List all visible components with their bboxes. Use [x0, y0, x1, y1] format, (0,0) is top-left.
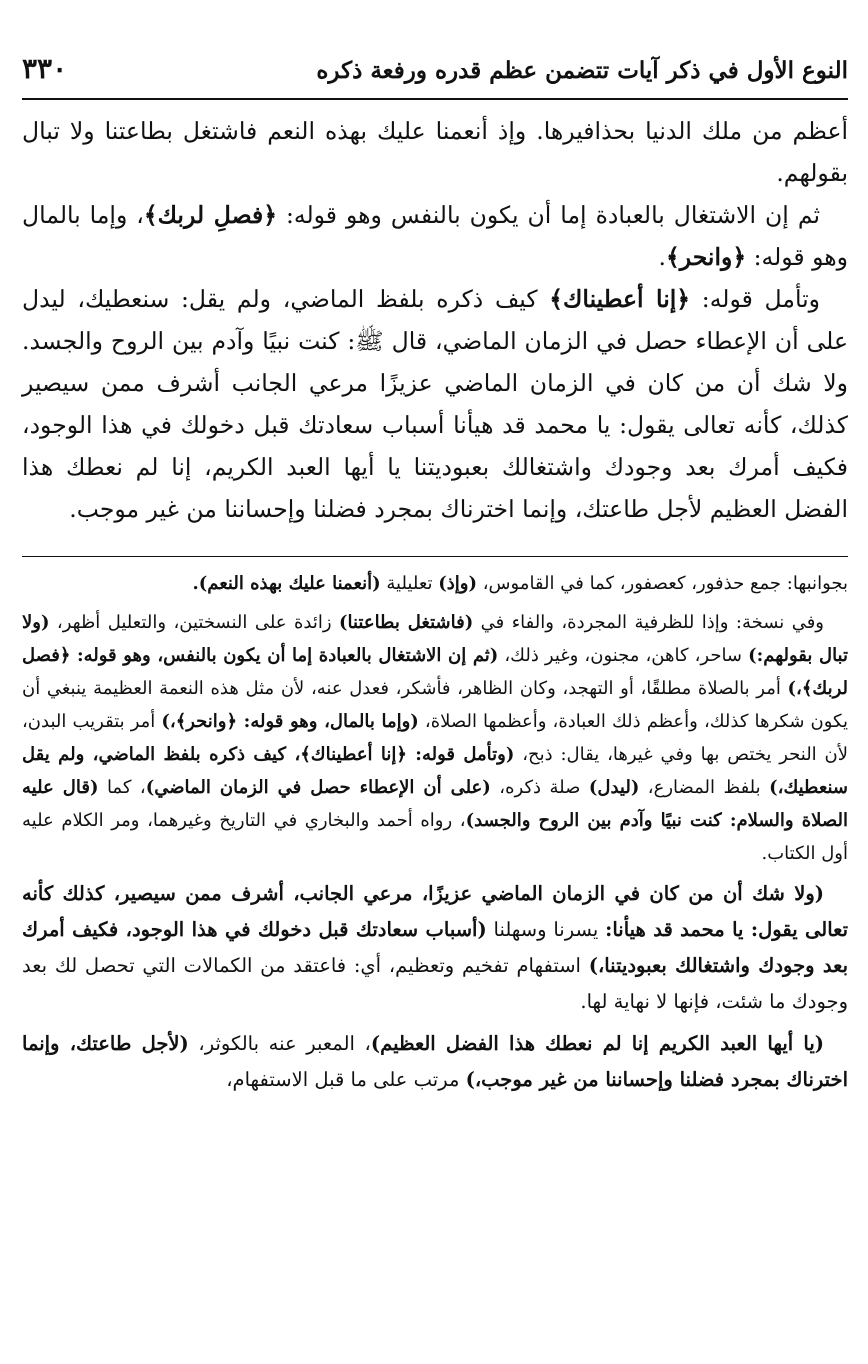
main-text: [22, 110, 848, 530]
text-run: أمر بالصلاة مطلقًا، أو التهجد، وكان الظاهر، فأشكر، فعدل عنه، لأن مثل هذه النعمة العظيمة ينبغي أن يكون شكرها كذلك، وأعظم ذلك العبادة، وأعظمها الصلاة،: [22, 678, 848, 732]
main-paragraph-1-text: أعظم من ملك الدنيا بحذافيرها. وإذ أنعمنا عليك بهذه النعم فاشتغل بطاعتنا ولا تبال بقولهم.: [22, 117, 848, 187]
matn-quote: (ولا تبال بقولهم:): [22, 612, 848, 666]
text-run: ، المعبر عنه بالكوثر،: [188, 1032, 371, 1055]
text-run: كيف ذكره بلفظ الماضي، ولم يقل: سنعطيك، ليدل على أن الإعطاء حصل في الزمان الماضي، قال ﷺ: كنت نبيًا وآدم بين الروح والجسد. ولا شك أن من كان في الزمان الماضي عزيزًا مرعي الجانب أشرف ممن سيصير كذلك، كأنه تعالى يقول: يا محمد قد هيأنا أسباب سعادتك قبل دخولك في هذا الوجود، فكيف أمرك بعد وجودك واشتغالك بعبوديتنا يا أيها العبد الكريم، إنا لم نعطك هذا الفضل العظيم لأجل طاعتك، وإنما اخترناك بمجرد فضلنا وإحساننا من غير موجب.: [22, 285, 848, 523]
matn-quote: (أنعمنا عليك بهذه النعم).: [192, 573, 381, 594]
matn-quote: (قال عليه الصلاة والسلام: كنت نبيًا وآدم بين الروح والجسد): [22, 777, 848, 831]
text-run: ، وإما بالمال وهو قوله:: [22, 201, 848, 271]
commentary: [22, 567, 848, 1098]
text-run: بلفظ المضارع،: [639, 777, 770, 798]
running-title: النوع الأول في ذكر آيات تتضمن عظم قدره ورفعة ذكره: [316, 57, 848, 84]
text-run: ، كما: [98, 777, 146, 798]
text-run: زائدة على النسختين، والتعليل أظهر،: [49, 612, 339, 633]
commentary-paragraph-3: [22, 876, 848, 1020]
footnote-divider: [22, 556, 848, 557]
text-run: أمر بتقريب البدن، لأن النحر يختص بها وفي غيرها، يقال: ذبح،: [22, 711, 849, 765]
main-paragraph-2: [22, 194, 848, 278]
main-paragraph-1: [22, 110, 848, 194]
matn-quote: (ولا شك أن من كان في الزمان الماضي عزيزًا، مرعي الجانب، أشرف ممن سيصير، كذلك كأنه تعالى يقول: يا محمد قد هيأنا:: [22, 882, 848, 941]
matn-quote: (فاشتغل بطاعتنا): [338, 612, 474, 633]
matn-quote: (يا أيها العبد الكريم إنا لم نعطك هذا الفضل العظيم): [370, 1032, 824, 1055]
commentary-paragraph-1: [22, 567, 848, 600]
matn-quote: (ثم إن الاشتغال بالعبادة إما أن يكون بالنفس، وهو قوله: ﴿فصل لربك﴾،): [22, 645, 848, 699]
text-run: وفي نسخة: وإذا للظرفية المجردة، والفاء في: [473, 612, 824, 633]
book-page: [22, 52, 848, 1098]
text-run: استفهام تفخيم وتعظيم، أي: فاعتقد من الكمالات التي تحصل لك بعد وجودك ما شئت، فإنها لا نهاية لها.: [22, 954, 848, 1013]
matn-quote: (ليدل): [588, 777, 640, 798]
text-run: ، رواه أحمد والبخاري في التاريخ وغيرهما، ومر الكلام عليه أول الكتاب.: [22, 810, 848, 864]
text-run: بجوانبها: جمع حذفور، كعصفور، كما في القاموس،: [477, 573, 848, 594]
matn-quote: (أسباب سعادتك قبل دخولك في هذا الوجود، فكيف أمرك بعد وجودك واشتغالك بعبوديتنا،): [22, 918, 849, 977]
commentary-paragraph-2: [22, 606, 848, 870]
matn-quote: (وإذ): [438, 573, 477, 594]
matn-quote: (وتأمل قوله: ﴿إنا أعطيناك﴾، كيف ذكره بلفظ الماضي، ولم يقل سنعطيك،): [22, 744, 849, 798]
text-run: صلة ذكره،: [490, 777, 589, 798]
text-run: مرتب على ما قبل الاستفهام،: [226, 1068, 466, 1091]
commentary-paragraph-4: [22, 1026, 848, 1098]
matn-quote: (وإما بالمال، وهو قوله: ﴿وانحر﴾،): [161, 711, 419, 732]
matn-quote: (لأجل طاعتك، وإنما اخترناك بمجرد فضلنا وإحساننا من غير موجب،): [22, 1032, 848, 1091]
text-run: ساحر، كاهن، مجنون، وغير ذلك،: [498, 645, 749, 666]
text-run: وتأمل قوله:: [690, 285, 820, 313]
text-run: يسرنا وسهلنا: [486, 918, 606, 941]
quran-quote: ﴿فصلِ لربك﴾: [143, 201, 277, 229]
quran-quote: ﴿إنا أعطيناك﴾: [549, 285, 691, 313]
text-run: تعليلية: [380, 573, 439, 594]
quran-quote: ﴿وانحر﴾: [666, 243, 747, 271]
main-paragraph-3: [22, 278, 848, 530]
page-number: ٣٣٠: [22, 52, 68, 85]
text-run: ثم إن الاشتغال بالعبادة إما أن يكون بالنفس وهو قوله:: [276, 201, 820, 229]
matn-quote: (على أن الإعطاء حصل في الزمان الماضي): [145, 777, 491, 798]
text-run: .: [658, 243, 667, 271]
running-header: [22, 52, 848, 100]
